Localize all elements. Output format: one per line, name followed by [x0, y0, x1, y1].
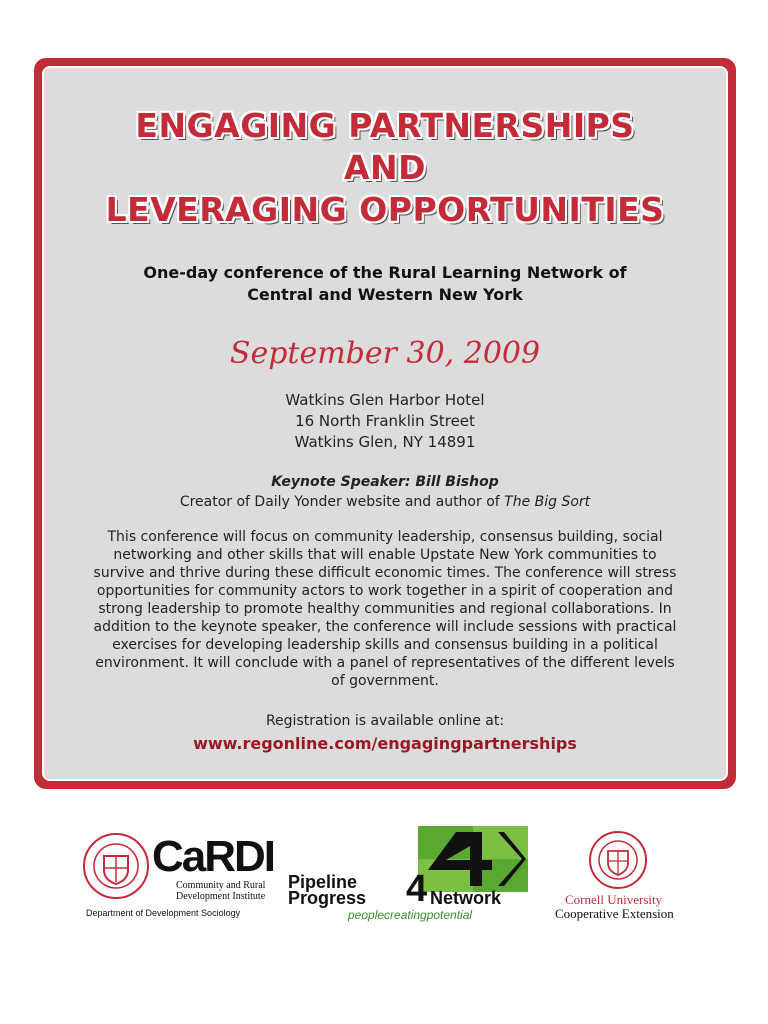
keynote-creator-text: Creator of Daily Yonder website and author of — [179, 494, 505, 510]
pipeline-word: Pipeline — [288, 872, 358, 892]
subtitle-line-2: Central and Western New York — [247, 285, 523, 304]
title-line-1: ENGAGING PARTNERSHIPS — [135, 106, 635, 145]
title-line-3: LEVERAGING OPPORTUNITIES — [105, 190, 665, 229]
pipeline-4-emblem-icon — [418, 826, 528, 892]
department-label: Department of Development Sociology — [86, 908, 241, 918]
book-title: The Big Sort — [504, 494, 591, 510]
poster-frame — [34, 58, 736, 789]
venue-street: 16 North Franklin Street — [295, 412, 475, 430]
subtitle-line-1: One-day conference of the Rural Learning Network of — [143, 263, 627, 282]
keynote-description — [44, 494, 726, 510]
cardi-sub-1: Community and Rural — [176, 880, 266, 891]
cardi-sub-2: Development Institute — [176, 891, 266, 902]
cornell-extension-seal-icon — [588, 830, 648, 890]
event-date: September 30, 2009 — [229, 336, 541, 371]
sponsor-logos — [0, 822, 768, 932]
title-line-2: AND — [343, 148, 427, 187]
conference-description: This conference will focus on community leadership, consensus building, social networking and other skills that will enable Upstate New York communities to survive and thrive during these difficult economic times. The conference will stress opportunities for community actors to work together in a spirit of cooperation and strong leadership to promote healthy communities and regional collaborations. In addition to the keynote speaker, the conference will include sessions with practical exercises for developing leadership skills and consensus building in a political environment. It will conclude with a panel of representatives of the different levels of government. — [93, 529, 677, 689]
venue-name: Watkins Glen Harbor Hotel — [285, 391, 485, 409]
pipeline-number: 4 — [406, 868, 428, 910]
cornell-university-label: Cornell University — [565, 892, 663, 907]
cooperative-extension-label: Cooperative Extension — [555, 906, 674, 921]
cardi-wordmark: CaRDI — [152, 832, 275, 881]
cornell-seal-icon — [82, 832, 150, 900]
registration-link[interactable]: www.regonline.com/engagingpartnerships — [193, 734, 577, 753]
poster-panel — [42, 66, 728, 781]
registration-text: Registration is available online at: — [265, 713, 505, 729]
keynote-speaker: Keynote Speaker: Bill Bishop — [271, 474, 499, 490]
pipeline-tagline: peoplecreatingpotential — [348, 908, 473, 922]
venue-city: Watkins Glen, NY 14891 — [294, 433, 476, 451]
progress-word: Progress — [288, 888, 367, 908]
network-word: Network — [430, 888, 502, 908]
